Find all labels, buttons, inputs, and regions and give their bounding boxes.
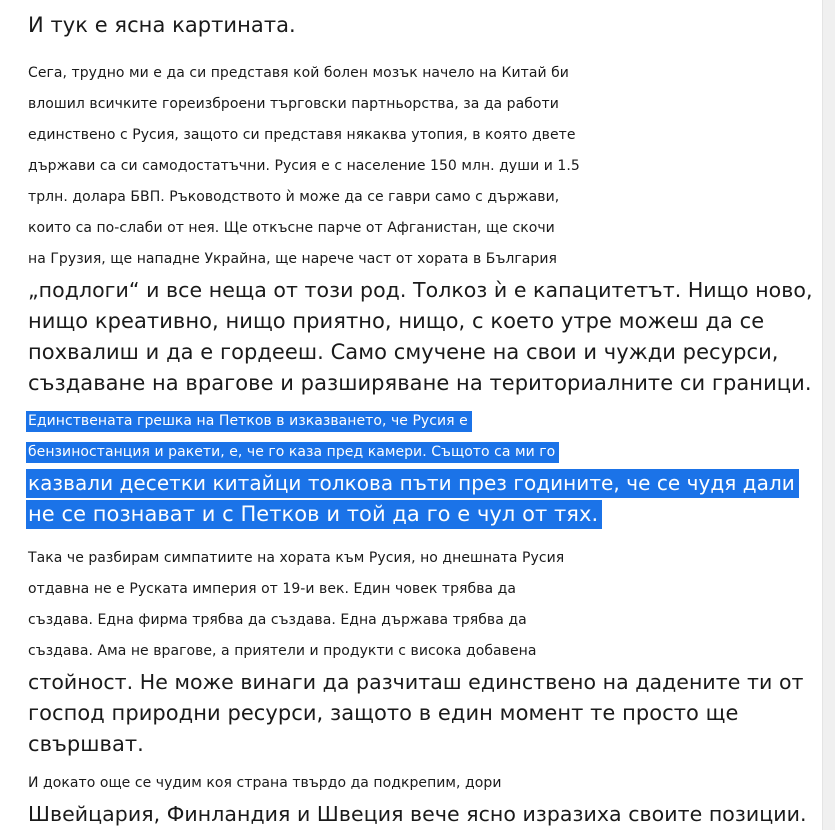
selection-highlight[interactable]: бензиностанция и ракети, е, че го каза пред камери. Същото са ми го — [26, 442, 559, 463]
text-line: единствено с Русия, защото си представя някаква утопия, в която двете — [28, 127, 576, 143]
selection-highlight[interactable]: не се познават и с Петков и той да го е чул от тях. — [26, 500, 602, 529]
text-line: господ природни ресурси, защото в един момент те просто ще — [28, 701, 739, 725]
text-line: Швейцария, Финландия и Швеция вече ясно изразиха своите позиции. — [28, 802, 807, 826]
paragraph-china-russia — [28, 58, 813, 399]
text-line: влошил всичките гореизброени търговски партньорства, за да работи — [28, 96, 559, 112]
text-line: стойност. Не може винаги да разчиташ единствено на дадените ти от — [28, 670, 804, 694]
text-line: И тук е ясна картината. — [28, 13, 296, 37]
text-line: създаване на врагове и разширяване на териториалните си граници. — [28, 371, 812, 395]
text-line: създава. Ама не врагове, а приятели и продукти с висока добавена — [28, 643, 537, 659]
text-line: на Грузия, ще нападне Украйна, ще нарече част от хората в България — [28, 251, 557, 267]
text-line: свършват. — [28, 732, 144, 756]
paragraph-selected[interactable] — [28, 406, 799, 530]
selection-highlight[interactable]: казвали десетки китайци толкова пъти през годините, че се чудя дали — [26, 469, 799, 498]
text-line: отдавна не е Руската империя от 19-и век. Един човек трябва да — [28, 581, 516, 597]
selected-text-line[interactable] — [28, 468, 799, 499]
selection-highlight[interactable]: Единствената грешка на Петков в изказването, че Русия е — [26, 411, 472, 432]
text-line: които са по-слаби от нея. Ще откъсне парче от Афганистан, ще скочи — [28, 220, 555, 236]
text-line: нищо креативно, нищо приятно, нищо, с което утре можеш да се — [28, 309, 765, 333]
selected-text-line[interactable] — [28, 437, 799, 468]
paragraph-russia-today — [28, 543, 804, 760]
text-line: Така че разбирам симпатиите на хората към Русия, но днешната Русия — [28, 550, 565, 566]
text-line: създава. Една фирма трябва да създава. Една държава трябва да — [28, 612, 527, 628]
vertical-scrollbar[interactable] — [822, 0, 835, 830]
selected-text-line[interactable] — [28, 406, 799, 437]
paragraph-closing — [28, 768, 807, 830]
text-line: държави са си самодостатъчни. Русия е с население 150 млн. души и 1.5 — [28, 158, 580, 174]
text-line: „подлоги“ и все неща от този род. Толкоз ѝ е капацитетът. Нищо ново, — [28, 278, 813, 302]
text-line: похвалиш и да е гордееш. Само смучене на свои и чужди ресурси, — [28, 340, 779, 364]
text-line: трлн. долара БВП. Ръководството ѝ може да се гаври само с държави, — [28, 189, 560, 205]
selected-text-line[interactable] — [28, 499, 799, 530]
text-line: И докато още се чудим коя страна твърдо да подкрепим, дори — [28, 775, 502, 791]
paragraph-intro — [28, 10, 296, 41]
text-line: Сега, трудно ми е да си представя кой болен мозък начело на Китай би — [28, 65, 569, 81]
